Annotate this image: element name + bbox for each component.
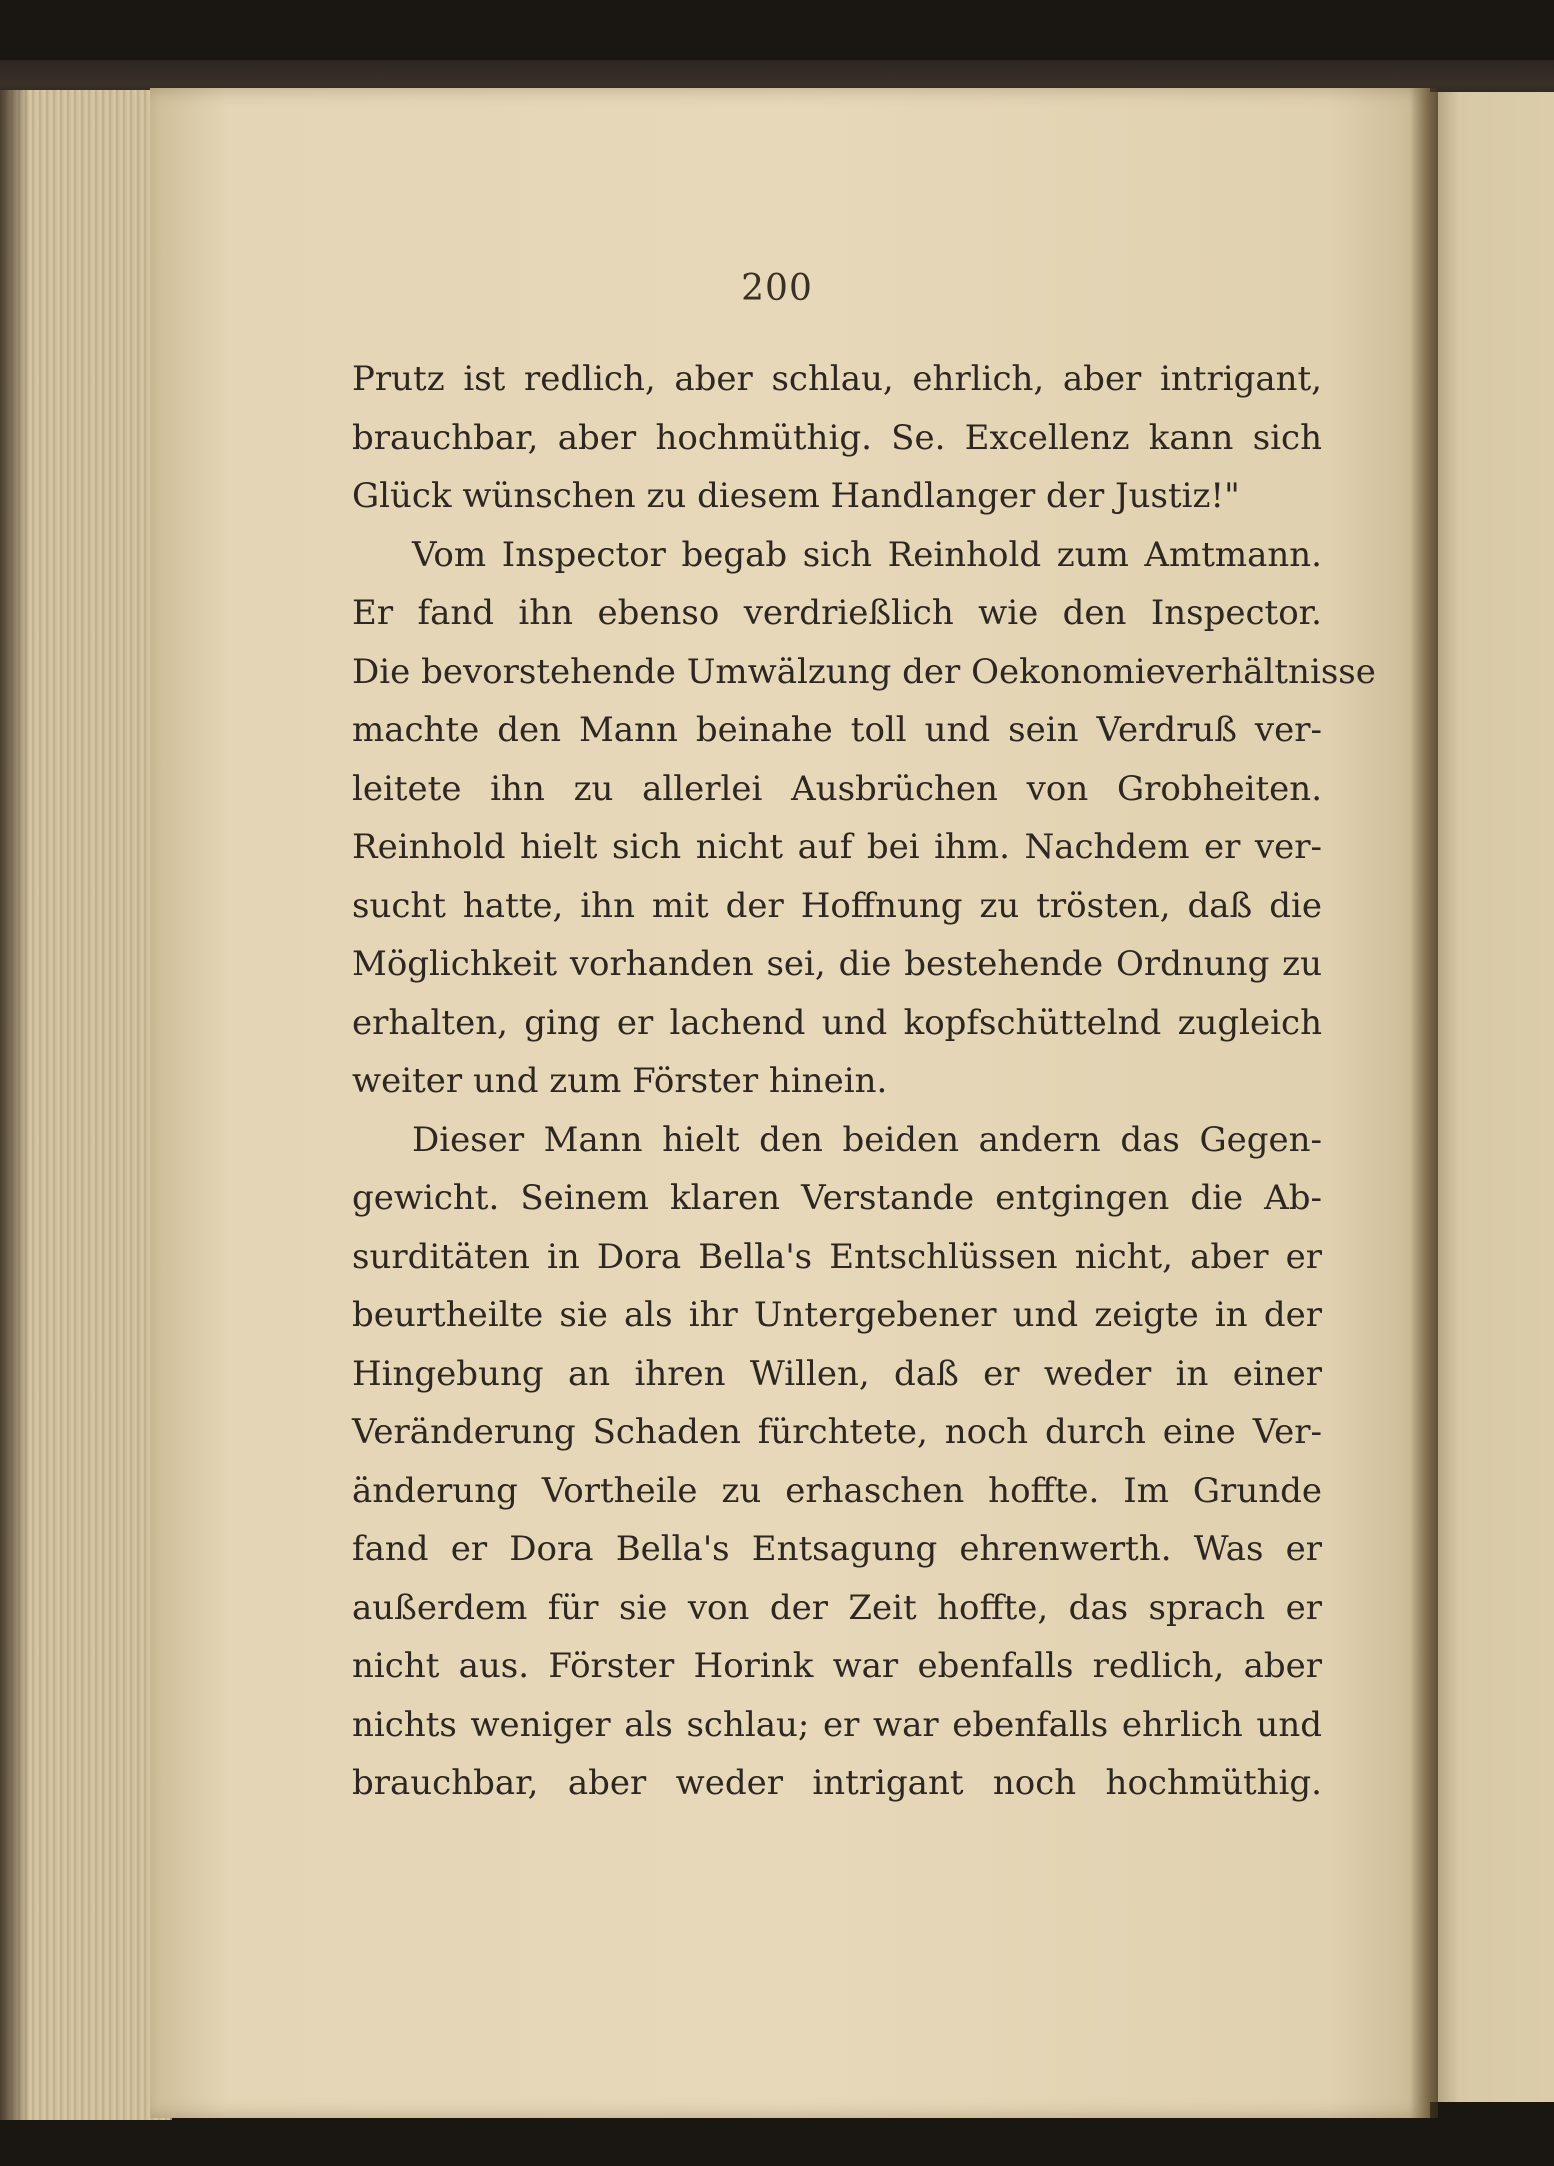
page-gutter xyxy=(1410,88,1438,2118)
text-line: Die bevorstehende Umwälzung der Oekonomieverhältnisse xyxy=(352,651,1376,692)
text-line: nicht aus. Förster Horink war ebenfalls redlich, aber xyxy=(352,1646,1322,1686)
text-line: machte den Mann beinahe toll und sein Verdruß ver- xyxy=(352,710,1322,750)
facing-page xyxy=(1428,92,1554,2102)
text-line: gewicht. Seinem klaren Verstande entgingen die Ab- xyxy=(352,1178,1322,1218)
text-line: fand er Dora Bella's Entsagung ehrenwerth. Was er xyxy=(352,1529,1322,1569)
text-line: Er fand ihn ebenso verdrießlich wie den Inspector. xyxy=(352,593,1322,633)
text-line: surditäten in Dora Bella's Entschlüssen nicht, aber er xyxy=(352,1236,1322,1277)
text-line: Vom Inspector begab sich Reinhold zum Amtmann. xyxy=(412,534,1322,575)
body-text xyxy=(352,350,1376,1813)
text-line: erhalten, ging er lachend und kopfschüttelnd zugleich xyxy=(352,1002,1322,1043)
text-line: Dieser Mann hielt den beiden andern das Gegen- xyxy=(412,1119,1322,1160)
text-line: weiter und zum Förster hinein. xyxy=(352,1061,888,1101)
text-line: änderung Vortheile zu erhaschen hoffte. Im Grunde xyxy=(352,1470,1322,1511)
text-line: brauchbar, aber weder intrigant noch hochmüthig. xyxy=(352,1763,1322,1803)
text-line: Möglichkeit vorhanden sei, die bestehende Ordnung zu xyxy=(352,944,1322,984)
edge-shadow xyxy=(0,90,30,2120)
text-line: brauchbar, aber hochmüthig. Se. Excellenz kann sich xyxy=(352,417,1322,458)
text-line: Glück wünschen zu diesem Handlanger der Justiz!" xyxy=(352,476,1240,516)
text-line: beurtheilte sie als ihr Untergebener und zeigte in der xyxy=(352,1295,1322,1335)
text-line: Prutz ist redlich, aber schlau, ehrlich, aber intrigant, xyxy=(352,359,1322,399)
page-number: 200 xyxy=(741,268,813,309)
text-line: Hingebung an ihren Willen, daß er weder in einer xyxy=(352,1353,1322,1394)
text-line: Reinhold hielt sich nicht auf bei ihm. Nachdem er ver- xyxy=(352,827,1322,867)
text-line: Veränderung Schaden fürchtete, noch durch eine Ver- xyxy=(352,1412,1322,1452)
text-line: sucht hatte, ihn mit der Hoffnung zu trösten, daß die xyxy=(352,885,1322,926)
text-line: außerdem für sie von der Zeit hoffte, das sprach er xyxy=(352,1587,1322,1628)
text-line: leitete ihn zu allerlei Ausbrüchen von Grobheiten. xyxy=(352,768,1322,809)
text-line: nichts weniger als schlau; er war ebenfalls ehrlich und xyxy=(352,1704,1322,1745)
